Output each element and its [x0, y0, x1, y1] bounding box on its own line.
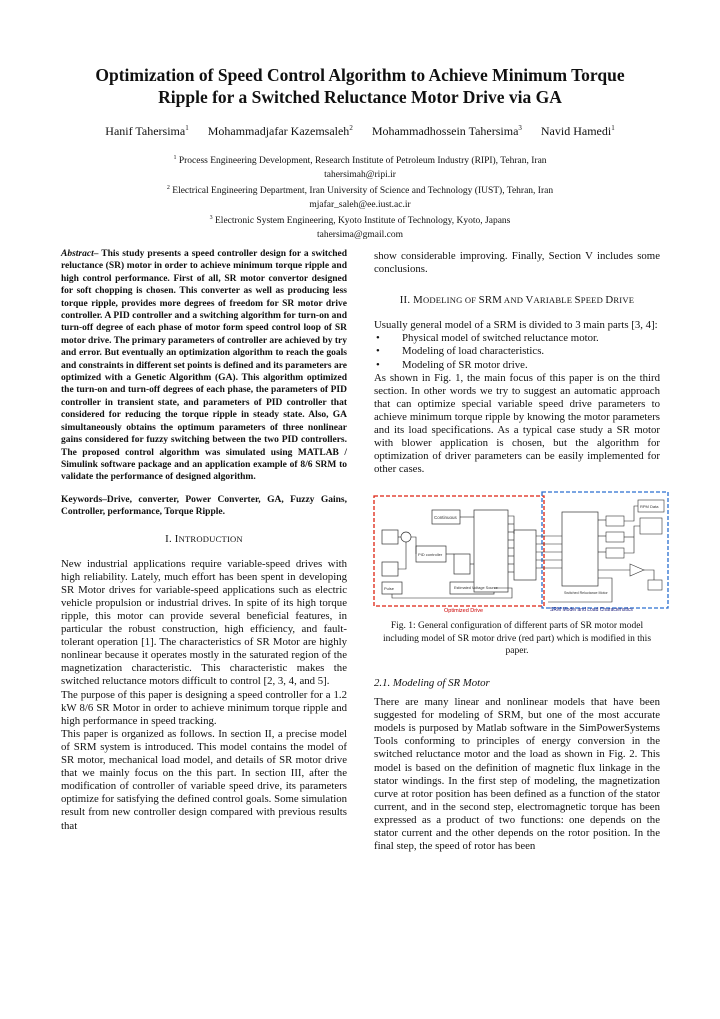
- author-2: Mohammadjafar Kazemsaleh$^2$: [207, 124, 353, 138]
- modeling-paragraph-2: As shown in Fig. 1, the main focus of this paper is on the third section. In other words we try to suggest an automatic approach that can optimize special variable speed drive parameters to achieve minimum torque ripple by knowing the motor parameters and its load specifications. As a typical case study a SR motor with blower application is chosen, but the algorithm for optimization of driver parameters can be easily implemented for other cases.: [374, 371, 660, 476]
- svg-text:Estimated Voltage Source: Estimated Voltage Source: [454, 586, 498, 591]
- intro-paragraph-1: New industrial applications require variable-speed drives with high reliability. Lately, much effort has been spent in developing SR Motor drives for variable-speed applications such as electric vehicle propulsion or industrial drives. In spite of its high torque ripple, this motor can provide several beneficial features, in particular the robust construction, high efficiency, and fault-tolerant operation [1]. The characteristics of SR Motor are highly nonlinear because it operates mostly in the saturated region of the magnetization characteristic. This characteristic makes the switched reluctance motors difficult to control [2, 3, 4, and 5].: [61, 557, 347, 688]
- svg-text:PID controller: PID controller: [418, 552, 443, 558]
- svg-text:Continuous: Continuous: [434, 515, 457, 521]
- affiliation-1: $^1$ Process Engineering Development, Research Institute of Petroleum Industry (RIPI), Tehran, Iran: [173, 155, 547, 167]
- affiliation-3: $^3$ Electronic System Engineering, Kyoto Institute of Technology, Kyoto, Japans: [209, 214, 511, 227]
- abstract: Abstract– This study presents a speed controller design for a switched reluctance (SR) motor in order to achieve minimum torque ripple and high control performance. First of all, SR motor convertor designed for soft chopping is chosen. This converter as well as producing less torque ripple, provides more degrees of freedom for SR motor drive controller. A PID controller and a switching algorithm for turn-on and turn-off degree of each phase of motor form speed control loop of SR motor drive. The primary parameters of controller are achieved by try and error. But eventually an optimization algorithm to reach the goals and constraints in different set points is defined and its parameters are optimized with a Genetic Algorithm (GA). This algorithm optimized the turn-on and turn-off degrees of each phase, the parameters of PID controller in transient state, and parameters of PID controller that considered for reducing the torque ripple in steady state. Also, GA simultaneously obtains the optimum parameters of three nonlinear gains considered for fuzzy switching between the two PID controllers. The proposed control algorithm was simulated using MATLAB / Simulink software package and an application example of 8/6 SRM to validate the performance of designed algorithm.: [61, 249, 347, 483]
- list-item: • Modeling of load characteristics.: [374, 345, 660, 358]
- intro-paragraph-2: The purpose of this paper is designing a speed controller for a 1.2 kW 8/6 SR Motor in order to achieve minimum torque ripple and high performance in speed tracking.: [61, 688, 347, 727]
- svg-text:SRM Model and Load Characteris: SRM Model and Load Characteristics: [550, 607, 633, 614]
- simulink-diagram: [372, 490, 670, 616]
- affiliation-3-email: tahersima@gmail.com: [316, 229, 404, 240]
- list-item: • Modeling of SR motor drive.: [374, 359, 660, 372]
- title-line-1: Optimization of Speed Control Algorithm to Achieve Minimum Torque: [95, 65, 625, 85]
- svg-text:Optimized Drive: Optimized Drive: [444, 608, 484, 615]
- section-heading-introduction: I. INTRODUCTION: [165, 532, 243, 545]
- affiliation-1-email: tahersimah@ripi.ir: [324, 169, 396, 180]
- right-column: [374, 250, 660, 853]
- svg-text:RPM Data: RPM Data: [640, 504, 659, 510]
- figure-1-caption: Fig. 1: General configuration of different parts of SR motor model including model of SR motor drive (red part) which is modified in this paper.: [382, 621, 652, 656]
- author-list: [40, 124, 680, 139]
- section-heading-modeling: II. MODELING OF SRM AND VARIABLE SPEED DRIVE: [399, 294, 635, 307]
- intro-paragraph-continued: show considerable improving. Finally, Section V includes some conclusions.: [374, 250, 660, 276]
- paper-title: [40, 64, 680, 108]
- modeling-paragraph-1: Usually general model of a SRM is divided to 3 main parts [3, 4]:: [374, 319, 658, 332]
- intro-paragraph-3: This paper is organized as follows. In section II, a precise model of SRM system is introduced. This model contains the model of SR motor, mechanical load model, and details of SR motor drive that we mainly focus on the this part. In section III, after the modification of controller of variable speed drive, its parameters optimize for satisfying the defined control goals. Some simulation result from new controller design compared with previous results that: [61, 727, 347, 832]
- author-1: Hanif Tahersima$^1$: [105, 124, 189, 138]
- srm-modeling-paragraph: There are many linear and nonlinear models that have been suggested for modeling of SRM, but one of the most accurate models is purposed by Matlab software in the SimPowerSystems Tools conforming to principles of energy conversion in the switched reluctance motor and the load as shown in Fig. 2. This model is based on the definition of magnetic flux linkage in the stator windings. In the first step of modeling, the magnetization curve at rotor position has been defined as a function of the stator current, and in the second step, electromagnetic torque has been expressed as a product of two functions: one depends on the stator current and the other depends on the rotor position. In the final step, the speed of rotor has been: [374, 696, 660, 853]
- author-4: Navid Hamedi$^1$: [540, 124, 615, 138]
- affiliations: [60, 152, 660, 242]
- affiliation-2-email: mjafar_saleh@ee.iust.ac.ir: [309, 199, 411, 210]
- figure-1-block-diagram: [372, 490, 670, 615]
- left-column: [61, 248, 347, 833]
- keywords: Keywords–Drive, converter, Power Converter, GA, Fuzzy Gains, Controller, performance, Torque Ripple.: [61, 494, 347, 518]
- svg-text:Switched Reluctance Motor: Switched Reluctance Motor: [564, 591, 608, 596]
- affiliation-2: $^2$ Electrical Engineering Department, Iran University of Science and Technology (IUST), Tehran, Iran: [166, 184, 554, 197]
- author-3: Mohammadhossein Tahersima$^3$: [371, 124, 522, 138]
- list-item: • Physical model of switched reluctance motor.: [374, 332, 660, 345]
- subsection-heading: 2.1. Modeling of SR Motor: [374, 677, 490, 690]
- model-parts-list: [374, 332, 660, 371]
- title-line-2: Ripple for a Switched Reluctance Motor Drive via GA: [158, 87, 562, 107]
- svg-text:Pulse: Pulse: [384, 586, 395, 592]
